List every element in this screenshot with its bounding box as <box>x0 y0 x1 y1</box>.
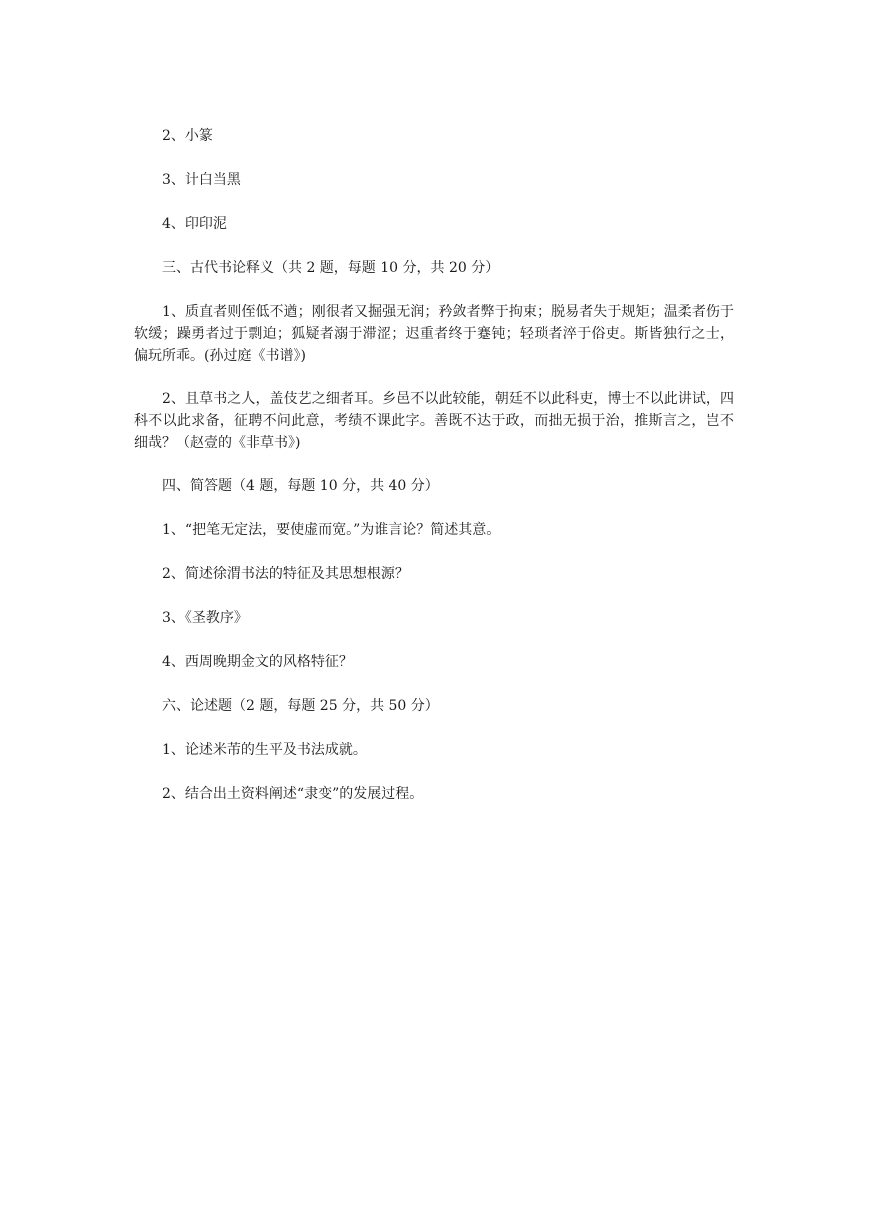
question-libian: 2、结合出土资料阐述“隶变”的发展过程。 <box>162 786 424 802</box>
question-xuwei: 2、简述徐渭书法的特征及其思想根源？ <box>162 566 409 582</box>
document-body <box>134 125 734 827</box>
item-xiaozhuan: 2、小篆 <box>162 128 213 144</box>
section-heading-3: 三、古代书论释义（共 2 题，每题 10 分，共 20 分） <box>162 260 500 276</box>
question-shengjiaoxu: 3、《圣教序》 <box>162 610 248 626</box>
question-jinwen: 4、西周晚期金文的风格特征？ <box>162 654 353 670</box>
question-feicaoshu: 2、且草书之人，盖伎艺之细者耳。乡邑不以此较能，朝廷不以此科吏，博士不以此讲试，四科不以此求备，征聘不问此意，考绩不课此字。善既不达于政，而拙无损于治，推斯言之，岂不细哉？（赵壹的《非草书》) <box>134 391 734 451</box>
question-mifu: 1、论述米芾的生平及书法成就。 <box>162 742 367 758</box>
item-jibaidanghei: 3、计白当黑 <box>162 172 241 188</box>
section-heading-6: 六、论述题（2 题，每题 25 分，共 50 分） <box>162 698 439 714</box>
question-babi: 1、“把笔无定法，要使虚而宽。”为谁言论？简述其意。 <box>162 522 501 538</box>
question-shupu: 1、质直者则侄低不遒；刚很者又掘强无润；矜敛者弊于拘束；脱易者失于规矩；温柔者伤于软缓；躁勇者过于剽迫；狐疑者溺于滞涩；迟重者终于蹇钝；轻琐者淬于俗吏。斯皆独行之士，偏玩所乖。(孙过庭《书谱》) <box>134 304 734 364</box>
item-yinyinni: 4、印印泥 <box>162 216 227 232</box>
section-heading-4: 四、简答题（4 题，每题 10 分，共 40 分） <box>162 478 439 494</box>
